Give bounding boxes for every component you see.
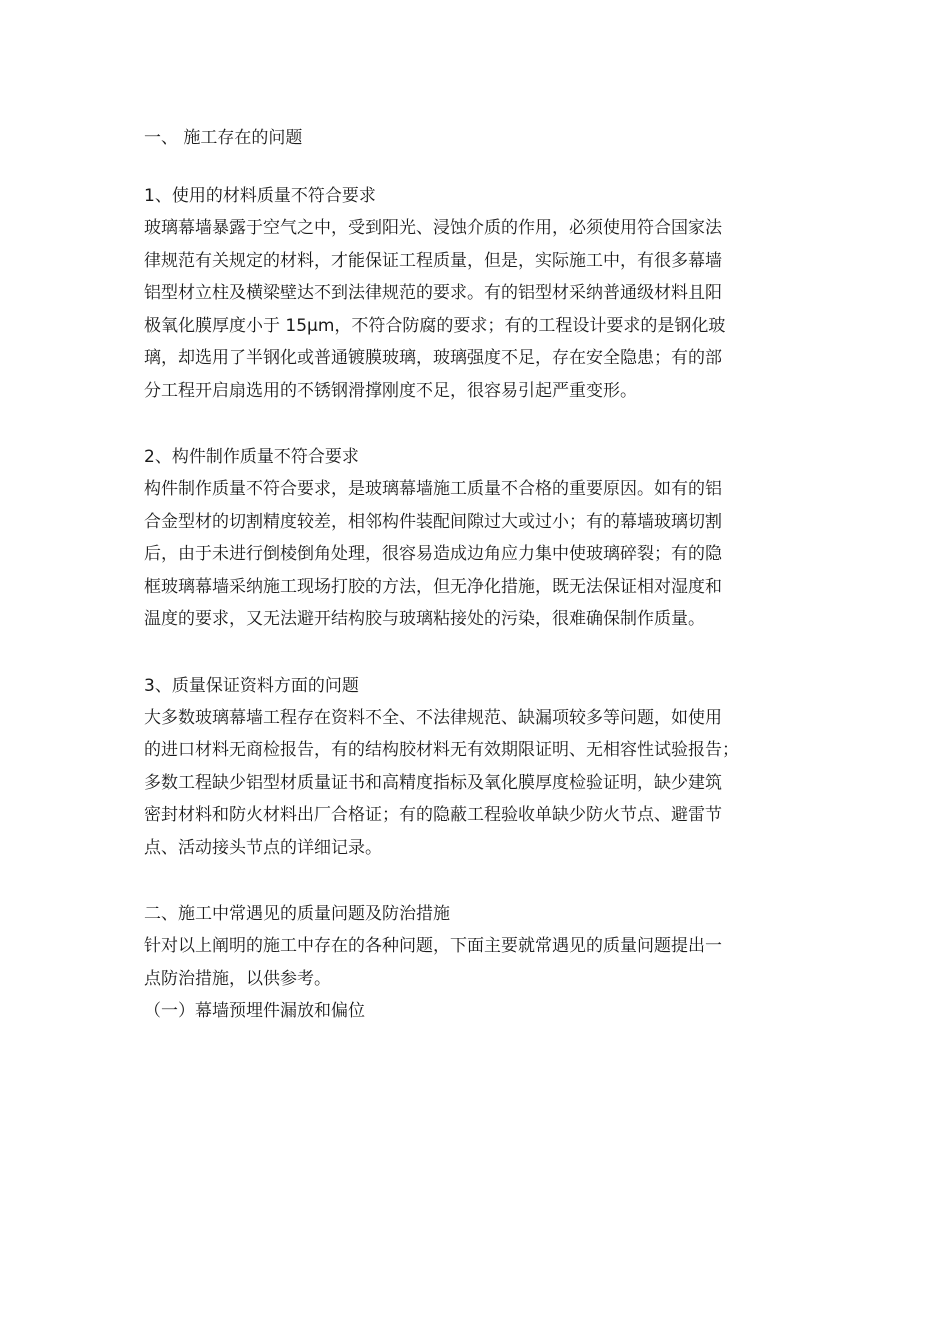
paragraph-line: 极氧化膜厚度小于 15μm，不符合防腐的要求；有的工程设计要求的是钢化玻 [144,315,726,336]
section-2-body [144,473,810,636]
section-part-2 [144,900,810,1025]
section-2-title: 2、构件制作质量不符合要求 [144,447,359,467]
paragraph-line: 大多数玻璃幕墙工程存在资料不全、不法律规范、缺漏项较多等问题，如使用 [144,707,722,728]
paragraph-line: 针对以上阐明的施工中存在的各种问题，下面主要就常遇见的质量问题提出一 [144,936,722,956]
paragraph-line: 点、活动接头节点的详细记录。 [144,837,382,858]
section-2 [144,443,810,636]
paragraph-line: 铝型材立柱及横梁壁达不到法律规范的要求。有的铝型材采纳普通级材料且阳 [144,283,722,303]
paragraph-line: 点防治措施，以供参考。 [144,968,331,989]
section-1-body [144,212,810,407]
paragraph-line: 后，由于未进行倒棱倒角处理，很容易造成边角应力集中使玻璃碎裂；有的隐 [144,544,722,564]
paragraph-line: 温度的要求，又无法避开结构胶与玻璃粘接处的污染，很难确保制作质量。 [144,609,705,629]
section-3-title: 3、质量保证资料方面的问题 [144,675,359,696]
paragraph-line: 分工程开启扇选用的不锈钢滑撑刚度不足，很容易引起严重变形。 [144,380,637,401]
paragraph-line: 密封材料和防火材料出厂合格证；有的隐蔽工程验收单缺少防火节点、避雷节 [144,805,722,825]
paragraph-line: 构件制作质量不符合要求，是玻璃幕墙施工质量不合格的重要原因。如有的铝 [144,479,722,499]
paragraph-line: 框玻璃幕墙采纳施工现场打胶的方法，但无净化措施，既无法保证相对湿度和 [144,576,722,597]
paragraph-line: 玻璃幕墙暴露于空气之中，受到阳光、浸蚀介质的作用，必须使用符合国家法 [144,218,722,238]
section-3 [144,672,810,865]
section-heading-2: 二、施工中常遇见的质量问题及防治措施 [144,904,450,924]
paragraph-line: 多数工程缺少铝型材质量证书和高精度指标及氧化膜厚度检验证明，缺少建筑 [144,772,722,793]
intro-body [144,930,810,995]
section-3-body [144,702,810,865]
section-1 [144,182,810,407]
paragraph-line: 律规范有关规定的材料，才能保证工程质量，但是，实际施工中，有很多幕墙 [144,250,722,271]
subheading: （一）幕墙预埋件漏放和偏位 [144,1001,365,1021]
section-heading-1: 一、 施工存在的问题 [144,128,303,148]
paragraph-line: 璃，却选用了半钢化或普通镀膜玻璃，玻璃强度不足，存在安全隐患；有的部 [144,348,722,368]
paragraph-line: 合金型材的切割精度较差，相邻构件装配间隙过大或过小；有的幕墙玻璃切割 [144,511,722,532]
section-1-title: 1、使用的材料质量不符合要求 [144,186,376,206]
paragraph-line: 的进口材料无商检报告，有的结构胶材料无有效期限证明、无相容性试验报告； [144,740,739,760]
